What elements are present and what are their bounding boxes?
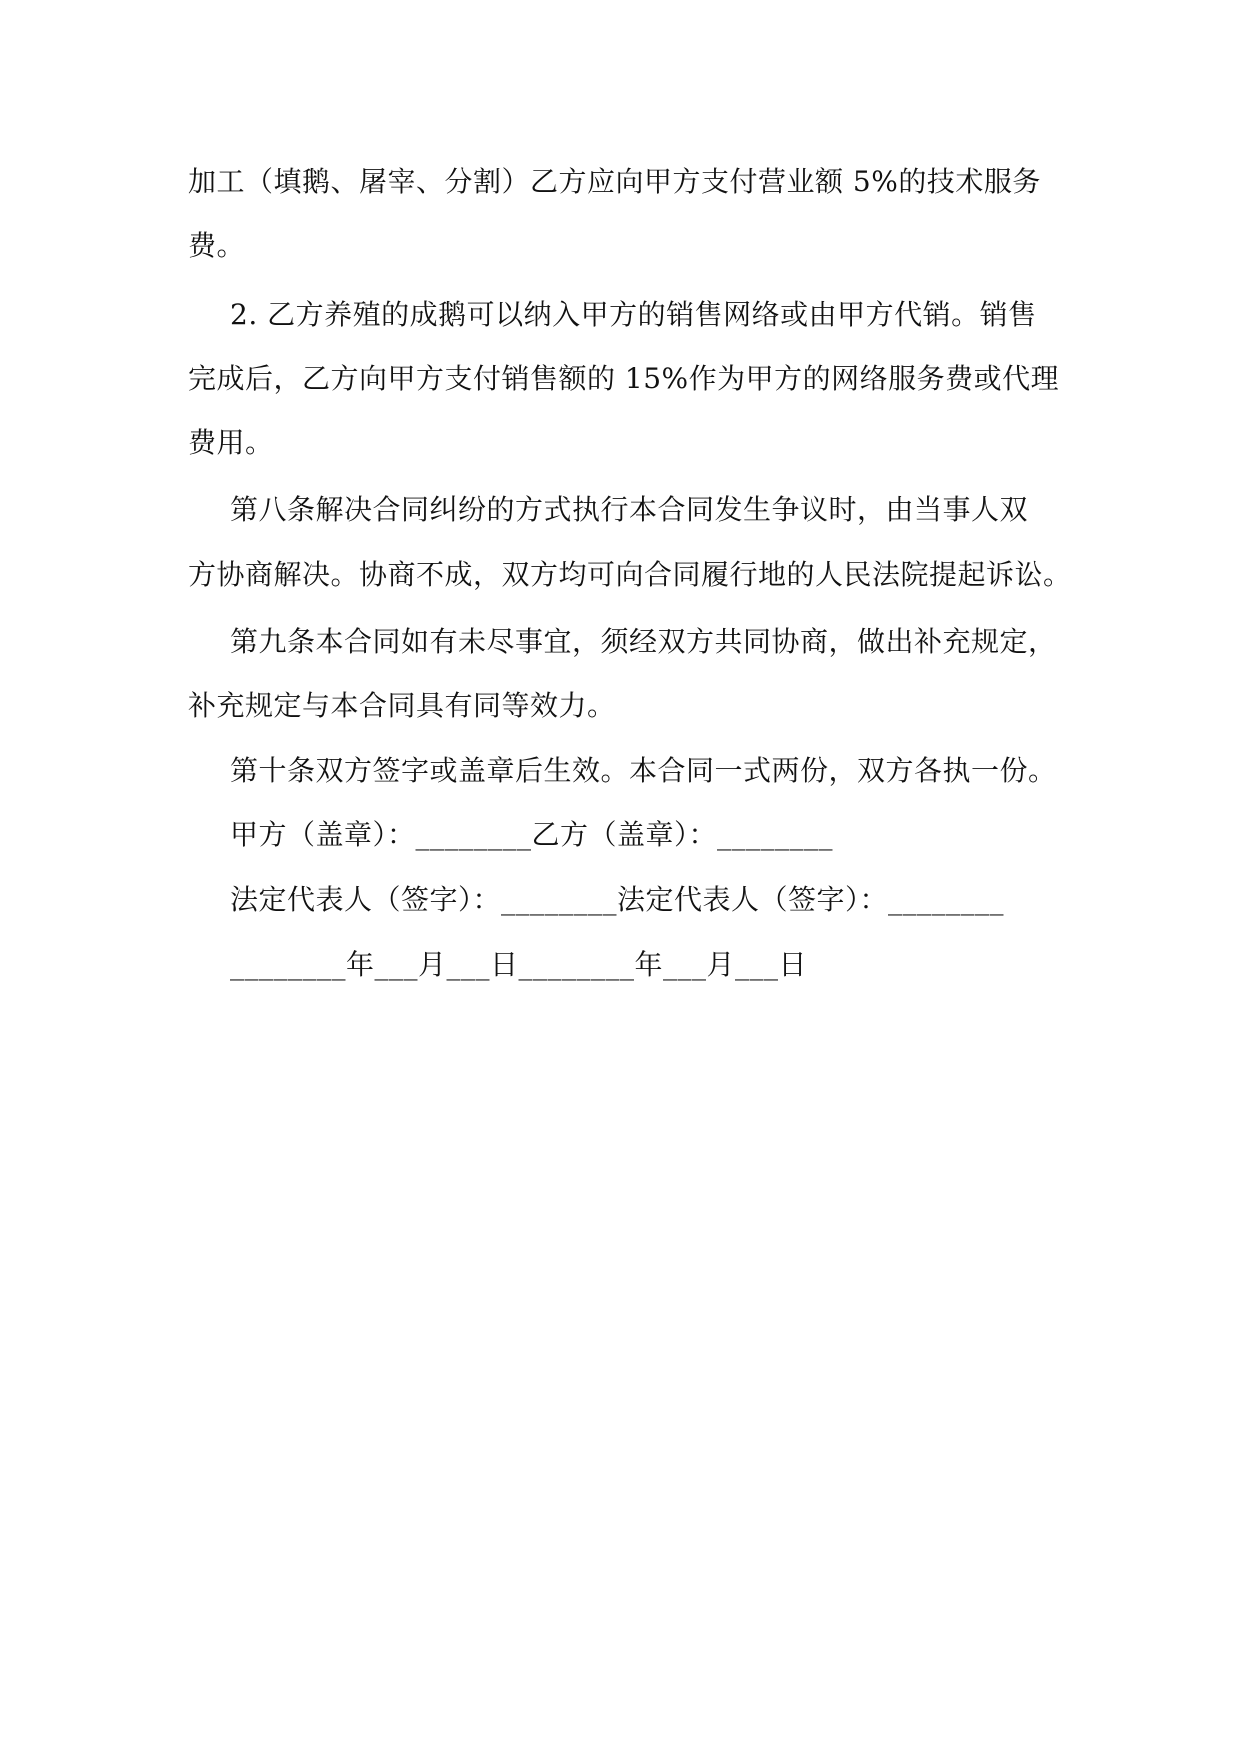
paragraph-line: 完成后，乙方向甲方支付销售额的 15%作为甲方的网络服务费或代理: [188, 362, 1060, 395]
paragraph-line: 费用。: [188, 426, 274, 459]
party-seal-line: 甲方（盖章）：________乙方（盖章）：________: [230, 818, 834, 851]
article-8-line: 第八条解决合同纠纷的方式执行本合同发生争议时，由当事人双: [230, 493, 1029, 526]
signing-date-line: ________年___月___日________年___月___日: [230, 948, 808, 981]
legal-representative-line: 法定代表人（签字）：________法定代表人（签字）：________: [230, 883, 1005, 916]
article-10-line: 第十条双方签字或盖章后生效。本合同一式两份，双方各执一份。: [230, 754, 1057, 787]
paragraph-line: 加工（填鹅、屠宰、分割）乙方应向甲方支付营业额 5%的技术服务: [188, 165, 1041, 198]
paragraph-line: 费。: [188, 229, 246, 262]
paragraph-line: 补充规定与本合同具有同等效力。: [188, 689, 616, 722]
paragraph-line: 方协商解决。协商不成，双方均可向合同履行地的人民法院提起诉讼。: [188, 558, 1072, 591]
article-9-line: 第九条本合同如有未尽事宜，须经双方共同协商，做出补充规定，: [230, 625, 1057, 658]
clause-2-line: 2. 乙方养殖的成鹅可以纳入甲方的销售网络或由甲方代销。销售: [230, 298, 1037, 331]
